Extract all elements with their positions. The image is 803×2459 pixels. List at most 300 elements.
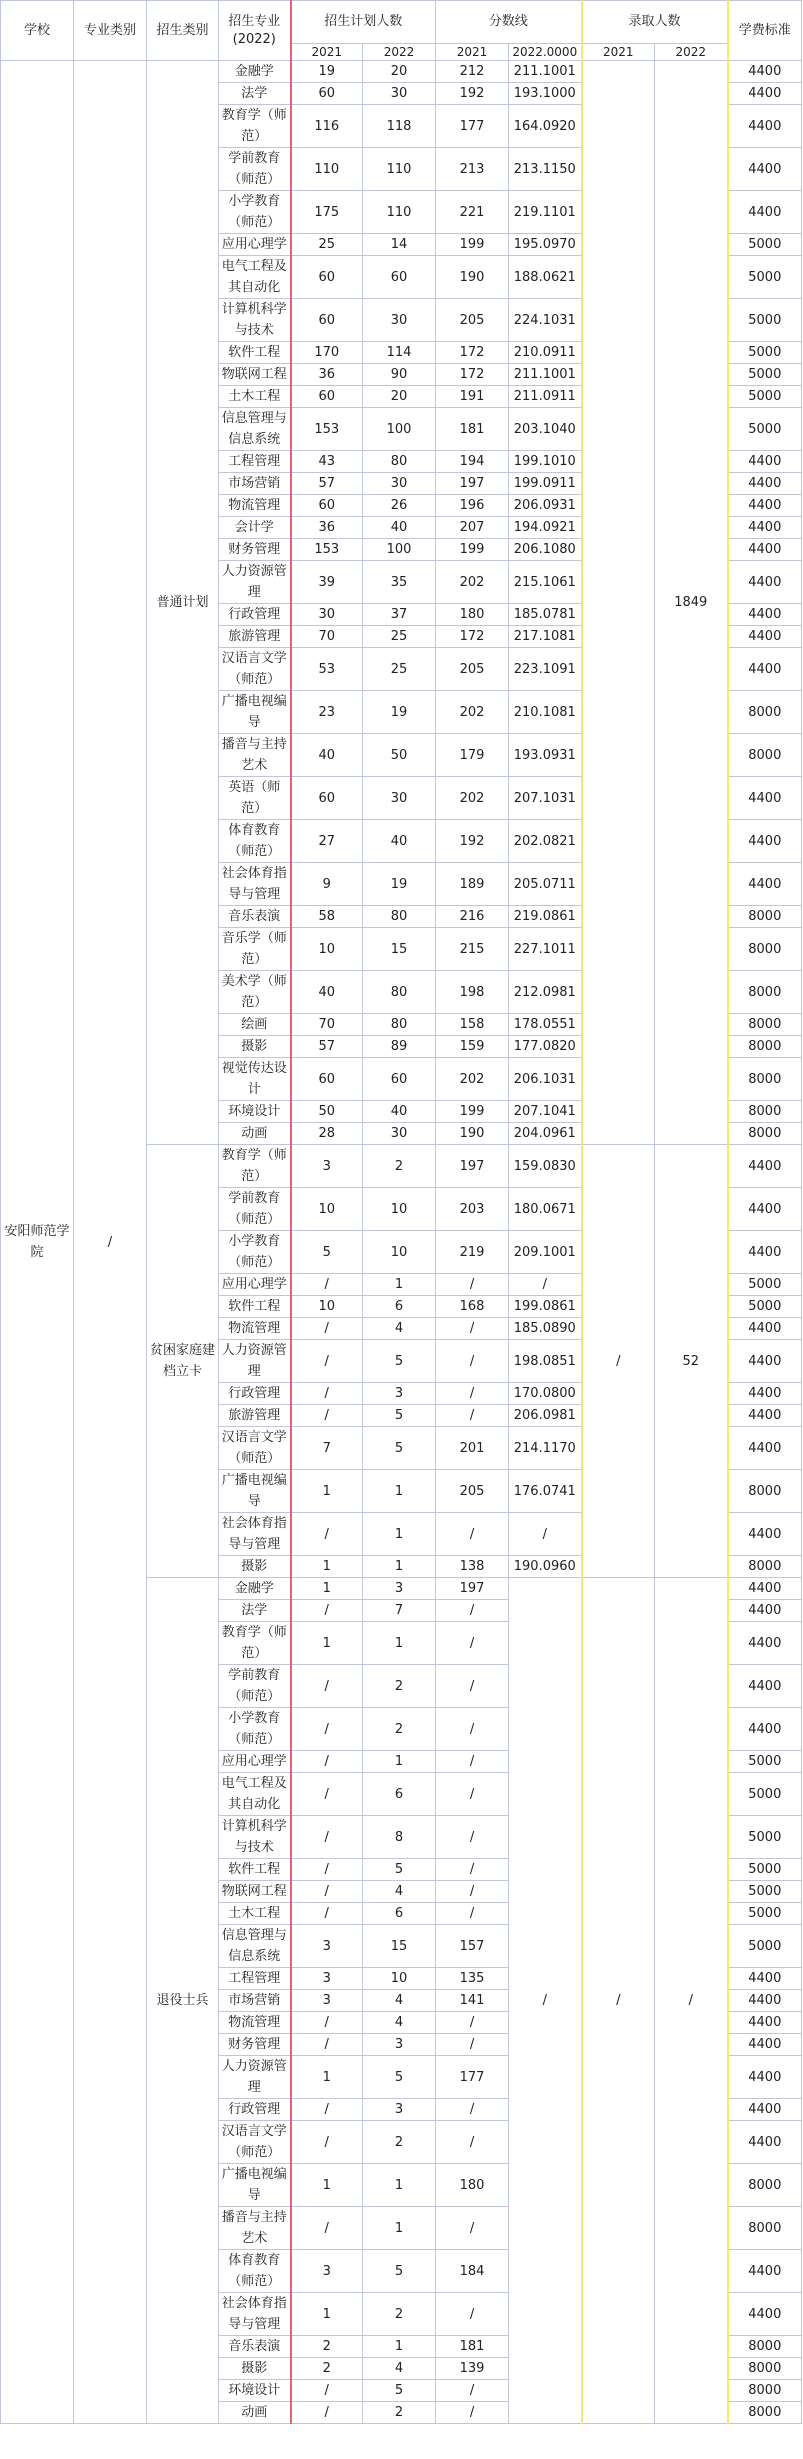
score-2021-cell: / — [436, 2293, 509, 2336]
plan-2022-cell: 19 — [363, 691, 436, 734]
major-cell: 播音与主持艺术 — [219, 734, 291, 777]
header-score-2021: 2021 — [436, 44, 509, 61]
plan-2022-cell: 80 — [363, 971, 436, 1014]
score-2022-cell: 210.0911 — [509, 342, 582, 364]
enroll-type-cell: 退役士兵 — [147, 1578, 219, 2424]
plan-2021-cell: / — [291, 1600, 363, 1622]
fee-cell: 4400 — [728, 648, 802, 691]
major-cell: 音乐表演 — [219, 906, 291, 928]
plan-2022-cell: 3 — [363, 1578, 436, 1600]
major-cell: 物联网工程 — [219, 364, 291, 386]
plan-2021-cell: 116 — [291, 105, 363, 148]
major-cell: 软件工程 — [219, 1859, 291, 1881]
fee-cell: 8000 — [728, 928, 802, 971]
plan-2021-cell: 36 — [291, 364, 363, 386]
fee-cell: 4400 — [728, 1578, 802, 1600]
score-2022-cell: / — [509, 1513, 582, 1556]
plan-2022-cell: 40 — [363, 820, 436, 863]
major-cell: 广播电视编导 — [219, 2164, 291, 2207]
fee-cell: 8000 — [728, 734, 802, 777]
fee-cell: 4400 — [728, 1340, 802, 1383]
plan-2021-cell: / — [291, 2402, 363, 2424]
score-2021-cell: 216 — [436, 906, 509, 928]
score-2021-cell: / — [436, 1859, 509, 1881]
fee-cell: 5000 — [728, 299, 802, 342]
score-2021-cell: 198 — [436, 971, 509, 1014]
admit-2021-cell: / — [582, 1578, 655, 2424]
major-cell: 软件工程 — [219, 1296, 291, 1318]
plan-2022-cell: 89 — [363, 1036, 436, 1058]
plan-2021-cell: 1 — [291, 1622, 363, 1665]
plan-2021-cell: 2 — [291, 2336, 363, 2358]
major-cell: 计算机科学与技术 — [219, 1816, 291, 1859]
score-2022-cell: 193.0931 — [509, 734, 582, 777]
plan-2022-cell: 100 — [363, 408, 436, 451]
major-cell: 美术学（师范） — [219, 971, 291, 1014]
score-2021-cell: 190 — [436, 256, 509, 299]
plan-2022-cell: 10 — [363, 1231, 436, 1274]
fee-cell: 4400 — [728, 61, 802, 83]
plan-2022-cell: 100 — [363, 539, 436, 561]
major-cell: 小学教育（师范） — [219, 191, 291, 234]
major-cell: 社会体育指导与管理 — [219, 1513, 291, 1556]
plan-2022-cell: 30 — [363, 299, 436, 342]
fee-cell: 4400 — [728, 1405, 802, 1427]
score-2022-cell: 202.0821 — [509, 820, 582, 863]
score-2021-cell: 172 — [436, 342, 509, 364]
plan-2022-cell: 5 — [363, 1340, 436, 1383]
score-2022-cell: 199.0911 — [509, 473, 582, 495]
plan-2022-cell: 2 — [363, 2293, 436, 2336]
plan-2021-cell: 153 — [291, 539, 363, 561]
plan-2021-cell: 1 — [291, 2056, 363, 2099]
major-cell: 人力资源管理 — [219, 1340, 291, 1383]
score-2022-cell: 194.0921 — [509, 517, 582, 539]
plan-2022-cell: 5 — [363, 2380, 436, 2402]
major-cell: 学前教育（师范） — [219, 1665, 291, 1708]
score-2022-cell: 206.0931 — [509, 495, 582, 517]
major-cell: 汉语言文学（师范） — [219, 2121, 291, 2164]
fee-cell: 5000 — [728, 234, 802, 256]
fee-cell: 4400 — [728, 1145, 802, 1188]
fee-cell: 4400 — [728, 1708, 802, 1751]
plan-2022-cell: 4 — [363, 2012, 436, 2034]
fee-cell: 8000 — [728, 691, 802, 734]
plan-2021-cell: 57 — [291, 1036, 363, 1058]
header-plan-2021: 2021 — [291, 44, 363, 61]
fee-cell: 4400 — [728, 1513, 802, 1556]
plan-2022-cell: 4 — [363, 2358, 436, 2380]
score-2021-cell: 184 — [436, 2250, 509, 2293]
score-2022-cell: 205.0711 — [509, 863, 582, 906]
score-2022-cell: 212.0981 — [509, 971, 582, 1014]
score-2022-cell: / — [509, 1578, 582, 2424]
fee-cell: 4400 — [728, 1383, 802, 1405]
score-2021-cell: 197 — [436, 1145, 509, 1188]
header-enroll-type: 招生类别 — [147, 1, 219, 61]
score-2021-cell: 219 — [436, 1231, 509, 1274]
plan-2022-cell: 2 — [363, 2121, 436, 2164]
plan-2021-cell: 10 — [291, 928, 363, 971]
fee-cell: 4400 — [728, 863, 802, 906]
score-2021-cell: 158 — [436, 1014, 509, 1036]
score-2021-cell: 215 — [436, 928, 509, 971]
plan-2022-cell: 110 — [363, 148, 436, 191]
plan-2022-cell: 80 — [363, 1014, 436, 1036]
major-cell: 视觉传达设计 — [219, 1058, 291, 1101]
plan-2021-cell: / — [291, 1274, 363, 1296]
score-2022-cell: 227.1011 — [509, 928, 582, 971]
plan-2022-cell: 20 — [363, 386, 436, 408]
fee-cell: 5000 — [728, 256, 802, 299]
plan-2022-cell: 10 — [363, 1188, 436, 1231]
plan-2021-cell: 60 — [291, 777, 363, 820]
header-fee: 学费标准 — [728, 1, 802, 61]
major-cell: 广播电视编导 — [219, 691, 291, 734]
fee-cell: 8000 — [728, 2336, 802, 2358]
major-cell: 摄影 — [219, 1036, 291, 1058]
major-cell: 音乐表演 — [219, 2336, 291, 2358]
major-cell: 环境设计 — [219, 1101, 291, 1123]
fee-cell: 4400 — [728, 2293, 802, 2336]
plan-2021-cell: 2 — [291, 2358, 363, 2380]
fee-cell: 5000 — [728, 1925, 802, 1968]
plan-2021-cell: / — [291, 1708, 363, 1751]
plan-2022-cell: 4 — [363, 1318, 436, 1340]
plan-2021-cell: / — [291, 1816, 363, 1859]
plan-2021-cell: 57 — [291, 473, 363, 495]
score-2022-cell: 185.0781 — [509, 604, 582, 626]
score-2022-cell: 176.0741 — [509, 1470, 582, 1513]
major-cell: 应用心理学 — [219, 1274, 291, 1296]
plan-2021-cell: 10 — [291, 1188, 363, 1231]
score-2022-cell: 206.1031 — [509, 1058, 582, 1101]
plan-2022-cell: 37 — [363, 604, 436, 626]
fee-cell: 4400 — [728, 1231, 802, 1274]
fee-cell: 4400 — [728, 561, 802, 604]
score-2022-cell: 211.1001 — [509, 364, 582, 386]
major-cell: 人力资源管理 — [219, 561, 291, 604]
plan-2022-cell: 40 — [363, 517, 436, 539]
score-2021-cell: 139 — [436, 2358, 509, 2380]
fee-cell: 8000 — [728, 2358, 802, 2380]
header-score-2022: 2022.0000 — [509, 44, 582, 61]
plan-2022-cell: 30 — [363, 1123, 436, 1145]
plan-2022-cell: 90 — [363, 364, 436, 386]
major-cell: 行政管理 — [219, 1383, 291, 1405]
score-2022-cell: 203.1040 — [509, 408, 582, 451]
plan-2022-cell: 2 — [363, 1708, 436, 1751]
major-cell: 旅游管理 — [219, 626, 291, 648]
score-2022-cell: 195.0970 — [509, 234, 582, 256]
plan-2022-cell: 40 — [363, 1101, 436, 1123]
plan-2022-cell: 8 — [363, 1816, 436, 1859]
major-cell: 旅游管理 — [219, 1405, 291, 1427]
score-2022-cell: 210.1081 — [509, 691, 582, 734]
plan-2022-cell: 60 — [363, 256, 436, 299]
admit-2022-cell: / — [655, 1578, 728, 2424]
major-cell: 信息管理与信息系统 — [219, 408, 291, 451]
plan-2021-cell: 30 — [291, 604, 363, 626]
fee-cell: 5000 — [728, 386, 802, 408]
fee-cell: 4400 — [728, 451, 802, 473]
score-2021-cell: 180 — [436, 604, 509, 626]
plan-2022-cell: 2 — [363, 2402, 436, 2424]
fee-cell: 4400 — [728, 539, 802, 561]
score-2021-cell: / — [436, 1665, 509, 1708]
header-school: 学校 — [1, 1, 74, 61]
score-2021-cell: 202 — [436, 561, 509, 604]
plan-2022-cell: 26 — [363, 495, 436, 517]
score-2022-cell: 213.1150 — [509, 148, 582, 191]
score-2022-cell: 219.0861 — [509, 906, 582, 928]
school-cell: 安阳师范学院 — [1, 61, 74, 2424]
header-major: 招生专业 (2022) — [219, 1, 291, 61]
score-2021-cell: / — [436, 2121, 509, 2164]
fee-cell: 4400 — [728, 495, 802, 517]
fee-cell: 5000 — [728, 1816, 802, 1859]
score-2021-cell: 197 — [436, 1578, 509, 1600]
fee-cell: 4400 — [728, 2099, 802, 2121]
fee-cell: 8000 — [728, 2380, 802, 2402]
major-cell: 社会体育指导与管理 — [219, 2293, 291, 2336]
header-row — [1, 1, 802, 44]
major-cell: 电气工程及其自动化 — [219, 1773, 291, 1816]
score-2022-cell: 198.0851 — [509, 1340, 582, 1383]
score-2022-cell: 190.0960 — [509, 1556, 582, 1578]
plan-2021-cell: 170 — [291, 342, 363, 364]
plan-2021-cell: / — [291, 1903, 363, 1925]
fee-cell: 4400 — [728, 105, 802, 148]
score-2021-cell: 199 — [436, 1101, 509, 1123]
plan-2022-cell: 6 — [363, 1296, 436, 1318]
plan-2021-cell: 1 — [291, 1470, 363, 1513]
score-2021-cell: / — [436, 1340, 509, 1383]
header-admit-2022: 2022 — [655, 44, 728, 61]
score-2021-cell: 192 — [436, 820, 509, 863]
score-2021-cell: / — [436, 1622, 509, 1665]
plan-2022-cell: 1 — [363, 1470, 436, 1513]
plan-2021-cell: 110 — [291, 148, 363, 191]
score-2021-cell: 135 — [436, 1968, 509, 1990]
fee-cell: 8000 — [728, 2164, 802, 2207]
admit-2021-cell — [582, 61, 655, 1145]
plan-2021-cell: / — [291, 1405, 363, 1427]
plan-2021-cell: 3 — [291, 1990, 363, 2012]
fee-cell: 5000 — [728, 1859, 802, 1881]
fee-cell: 8000 — [728, 1470, 802, 1513]
major-cell: 应用心理学 — [219, 234, 291, 256]
plan-2021-cell: / — [291, 2380, 363, 2402]
plan-2022-cell: 15 — [363, 1925, 436, 1968]
fee-cell: 4400 — [728, 148, 802, 191]
score-2022-cell: 211.1001 — [509, 61, 582, 83]
plan-2022-cell: 50 — [363, 734, 436, 777]
score-2021-cell: / — [436, 1816, 509, 1859]
fee-cell: 5000 — [728, 408, 802, 451]
fee-cell: 4400 — [728, 1968, 802, 1990]
fee-cell: 4400 — [728, 2121, 802, 2164]
score-2022-cell: 217.1081 — [509, 626, 582, 648]
major-cell: 社会体育指导与管理 — [219, 863, 291, 906]
fee-cell: 4400 — [728, 473, 802, 495]
plan-2022-cell: 1 — [363, 2207, 436, 2250]
admit-2022-cell: 1849 — [655, 61, 728, 1145]
major-cell: 电气工程及其自动化 — [219, 256, 291, 299]
major-cell: 学前教育（师范） — [219, 148, 291, 191]
plan-2022-cell: 4 — [363, 1990, 436, 2012]
major-cell: 行政管理 — [219, 2099, 291, 2121]
major-cell: 财务管理 — [219, 539, 291, 561]
score-2021-cell: 196 — [436, 495, 509, 517]
fee-cell: 4400 — [728, 777, 802, 820]
plan-2021-cell: / — [291, 1751, 363, 1773]
major-cell: 摄影 — [219, 1556, 291, 1578]
score-2022-cell: 215.1061 — [509, 561, 582, 604]
fee-cell: 8000 — [728, 971, 802, 1014]
fee-cell: 4400 — [728, 820, 802, 863]
fee-cell: 8000 — [728, 1556, 802, 1578]
fee-cell: 4400 — [728, 626, 802, 648]
plan-2021-cell: 3 — [291, 1925, 363, 1968]
plan-2022-cell: 2 — [363, 1145, 436, 1188]
major-cell: 小学教育（师范） — [219, 1231, 291, 1274]
score-2021-cell: / — [436, 1751, 509, 1773]
major-cell: 英语（师范） — [219, 777, 291, 820]
major-cell: 会计学 — [219, 517, 291, 539]
fee-cell: 4400 — [728, 191, 802, 234]
header-admit-2021: 2021 — [582, 44, 655, 61]
plan-2022-cell: 1 — [363, 1513, 436, 1556]
plan-2022-cell: 3 — [363, 2099, 436, 2121]
score-2022-cell: 204.0961 — [509, 1123, 582, 1145]
score-2022-cell: 219.1101 — [509, 191, 582, 234]
plan-2022-cell: 1 — [363, 1556, 436, 1578]
major-cell: 计算机科学与技术 — [219, 299, 291, 342]
score-2022-cell: 207.1041 — [509, 1101, 582, 1123]
score-2021-cell: / — [436, 1405, 509, 1427]
score-2021-cell: 202 — [436, 777, 509, 820]
score-2022-cell: 211.0911 — [509, 386, 582, 408]
score-2021-cell: 177 — [436, 2056, 509, 2099]
score-2022-cell: 209.1001 — [509, 1231, 582, 1274]
plan-2021-cell: / — [291, 1340, 363, 1383]
major-cell: 软件工程 — [219, 342, 291, 364]
major-cell: 音乐学（师范） — [219, 928, 291, 971]
plan-2021-cell: 60 — [291, 299, 363, 342]
plan-2022-cell: 35 — [363, 561, 436, 604]
fee-cell: 4400 — [728, 2056, 802, 2099]
plan-2021-cell: / — [291, 2207, 363, 2250]
plan-2022-cell: 1 — [363, 2336, 436, 2358]
score-2022-cell: 206.1080 — [509, 539, 582, 561]
score-2021-cell: / — [436, 1773, 509, 1816]
plan-2022-cell: 1 — [363, 2164, 436, 2207]
major-cell: 动画 — [219, 2402, 291, 2424]
fee-cell: 4400 — [728, 83, 802, 105]
major-cell: 工程管理 — [219, 1968, 291, 1990]
major-cell: 动画 — [219, 1123, 291, 1145]
plan-2022-cell: 30 — [363, 473, 436, 495]
major-cell: 广播电视编导 — [219, 1470, 291, 1513]
major-cell: 市场营销 — [219, 1990, 291, 2012]
plan-2022-cell: 5 — [363, 2056, 436, 2099]
plan-2021-cell: 3 — [291, 2250, 363, 2293]
score-2022-cell: 159.0830 — [509, 1145, 582, 1188]
fee-cell: 4400 — [728, 517, 802, 539]
fee-cell: 4400 — [728, 1318, 802, 1340]
plan-2021-cell: 60 — [291, 495, 363, 517]
plan-2021-cell: / — [291, 1383, 363, 1405]
score-2021-cell: / — [436, 1903, 509, 1925]
major-cell: 绘画 — [219, 1014, 291, 1036]
score-2021-cell: 168 — [436, 1296, 509, 1318]
fee-cell: 4400 — [728, 2034, 802, 2056]
fee-cell: 4400 — [728, 1990, 802, 2012]
plan-2022-cell: 7 — [363, 1600, 436, 1622]
score-2021-cell: 177 — [436, 105, 509, 148]
score-2021-cell: / — [436, 1600, 509, 1622]
score-2021-cell: 199 — [436, 234, 509, 256]
fee-cell: 8000 — [728, 2207, 802, 2250]
plan-2022-cell: 20 — [363, 61, 436, 83]
plan-2022-cell: 5 — [363, 2250, 436, 2293]
major-cell: 物流管理 — [219, 495, 291, 517]
plan-2021-cell: 40 — [291, 734, 363, 777]
fee-cell: 5000 — [728, 1296, 802, 1318]
plan-2022-cell: 19 — [363, 863, 436, 906]
fee-cell: 8000 — [728, 1101, 802, 1123]
plan-2022-cell: 4 — [363, 1881, 436, 1903]
fee-cell: 5000 — [728, 1881, 802, 1903]
major-cell: 学前教育（师范） — [219, 1188, 291, 1231]
plan-2021-cell: / — [291, 1881, 363, 1903]
score-2021-cell: / — [436, 2034, 509, 2056]
score-2021-cell: 172 — [436, 364, 509, 386]
score-2021-cell: / — [436, 1708, 509, 1751]
score-2021-cell: 202 — [436, 691, 509, 734]
fee-cell: 5000 — [728, 1274, 802, 1296]
score-2022-cell: 199.1010 — [509, 451, 582, 473]
major-cell: 体育教育（师范） — [219, 2250, 291, 2293]
score-2022-cell: 224.1031 — [509, 299, 582, 342]
plan-2021-cell: / — [291, 1318, 363, 1340]
table-row — [1, 61, 802, 83]
plan-2021-cell: / — [291, 2034, 363, 2056]
score-2022-cell: 185.0890 — [509, 1318, 582, 1340]
admit-2022-cell: 52 — [655, 1145, 728, 1578]
plan-2021-cell: / — [291, 1665, 363, 1708]
fee-cell: 5000 — [728, 342, 802, 364]
score-2022-cell: 223.1091 — [509, 648, 582, 691]
plan-2021-cell: 1 — [291, 1556, 363, 1578]
score-2022-cell: 188.0621 — [509, 256, 582, 299]
score-2021-cell: / — [436, 2207, 509, 2250]
score-2021-cell: / — [436, 2380, 509, 2402]
plan-2022-cell: 30 — [363, 83, 436, 105]
plan-2021-cell: / — [291, 1773, 363, 1816]
major-cell: 教育学（师范） — [219, 105, 291, 148]
plan-2021-cell: 36 — [291, 517, 363, 539]
plan-2022-cell: 30 — [363, 777, 436, 820]
fee-cell: 5000 — [728, 1773, 802, 1816]
plan-2022-cell: 1 — [363, 1274, 436, 1296]
score-2021-cell: 202 — [436, 1058, 509, 1101]
score-2022-cell: 207.1031 — [509, 777, 582, 820]
header-plan-2022: 2022 — [363, 44, 436, 61]
major-cell: 播音与主持艺术 — [219, 2207, 291, 2250]
score-2021-cell: 191 — [436, 386, 509, 408]
